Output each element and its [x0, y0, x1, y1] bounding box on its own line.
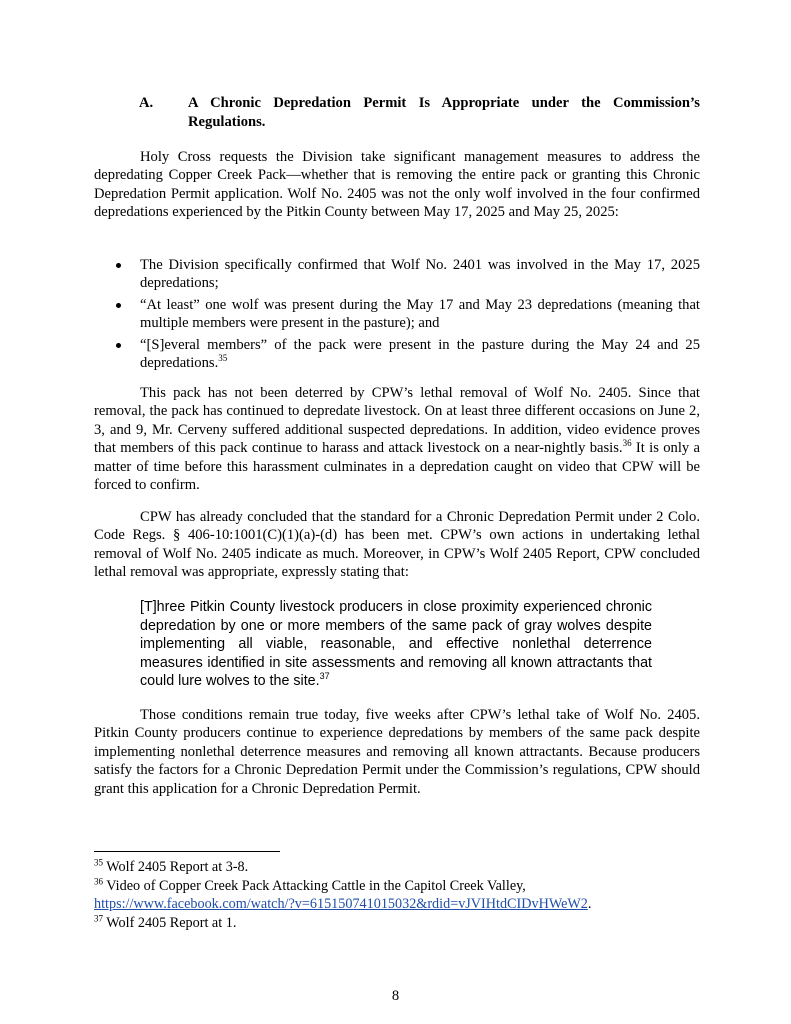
list-item — [94, 296, 700, 333]
footnote-divider — [94, 851, 280, 852]
footnote-36-link-line — [94, 895, 714, 914]
block-quote — [140, 598, 652, 691]
bullet-icon — [116, 343, 121, 348]
section-title: A Chronic Depredation Permit Is Appropriate under the Commission’s Regulations. — [188, 95, 700, 130]
footnote-text: Wolf 2405 Report at 3-8. — [103, 859, 249, 875]
bullet-list — [94, 256, 700, 372]
section-number: A. — [139, 95, 154, 111]
footnote-number: 37 — [94, 913, 103, 924]
paragraph-3-text: CPW has already concluded that the standard for a Chronic Depredation Permit under 2 Colo. Code Regs. § 406-10:1001(C)(1)(a)-(d) has been met. CPW’s own actions in undertaking lethal removal of Wolf No. 2405 indicate as much. Moreover, in CPW’s Wolf 2405 Report, CPW concluded lethal removal was appropriate, expressly stating that: — [94, 509, 700, 581]
footnote-37 — [94, 914, 714, 933]
bullet-text: “[S]everal members” of the pack were present in the pasture during the May 24 and 25 depredations. — [140, 336, 700, 372]
footnote-35 — [94, 858, 714, 877]
paragraph-2 — [94, 384, 700, 494]
footnote-ref-36[interactable]: 36 — [622, 438, 632, 449]
bullet-icon — [116, 303, 121, 308]
bullet-icon — [116, 263, 121, 268]
footnote-ref-37[interactable]: 37 — [319, 671, 330, 682]
paragraph-4 — [94, 706, 700, 798]
block-quote-text: [T]hree Pitkin County livestock producers in close proximity experienced chronic depredation by one or more members of the same pack of gray wolves despite implementing all viable, reasonable, and effective nonlethal deterrence measures identified in site assessments and removing all known attractants that could lure wolves to the site. — [140, 599, 652, 690]
bullet-text: The Division specifically confirmed that Wolf No. 2401 was involved in the May 17, 2025 depredations; — [140, 257, 700, 292]
footnotes — [94, 858, 714, 932]
list-item — [94, 256, 700, 293]
footnote-text-end: . — [587, 896, 592, 913]
paragraph-4-text: Those conditions remain true today, five weeks after CPW’s lethal take of Wolf No. 2405. Pitkin County producers continue to experience depredations by members of the same pack despite implementing nonlethal deterrence measures and removing all known attractants. Because producers satisfy the factors for a Chronic Depredation Permit under the Commission’s regulations, CPW should grant this application for a Chronic Depredation Permit. — [94, 707, 700, 797]
footnote-number: 36 — [94, 875, 103, 886]
paragraph-1 — [94, 148, 700, 222]
footnote-link[interactable]: https://www.facebook.com/watch/?v=615150741015032&rdid=vJVIHtdCIDvHWeW2 — [94, 896, 588, 913]
footnote-36 — [94, 877, 714, 896]
paragraph-1-text: Holy Cross requests the Division take significant management measures to address the depredating Copper Creek Pack—whether that is removing the entire pack or granting this Chronic Depredation Permit application. Wolf No. 2405 was not the only wolf involved in the four confirmed depredations experienced by the Pitkin County between May 17, 2025 and May 25, 2025: — [94, 149, 700, 221]
paragraph-3 — [94, 508, 700, 582]
footnote-text: Video of Copper Creek Pack Attacking Cattle in the Capitol Creek Valley, — [103, 877, 526, 894]
paragraph-2-text-cont: It is only a matter of time before this harassment culminates in a depredation caught on video that CPW will be forced to confirm. — [94, 440, 700, 494]
paragraph-2-text: This pack has not been deterred by CPW’s lethal removal of Wolf No. 2405. Since that removal, the pack has continued to depredate livestock. On at least three different occasions on June 2, 3, and 9, Mr. Cerveny suffered additional suspected depredations. In addition, video evidence proves that members of this pack continue to harass and attack livestock on a near-nightly basis. — [94, 385, 700, 457]
footnote-number: 35 — [94, 857, 103, 868]
bullet-text: “At least” one wolf was present during the May 17 and May 23 depredations (meaning that multiple members were present in the pasture); and — [140, 296, 700, 332]
list-item — [94, 336, 700, 373]
footnote-text: Wolf 2405 Report at 1. — [103, 914, 237, 931]
footnote-ref-35[interactable]: 35 — [218, 353, 228, 364]
page-number: 8 — [391, 988, 400, 1004]
